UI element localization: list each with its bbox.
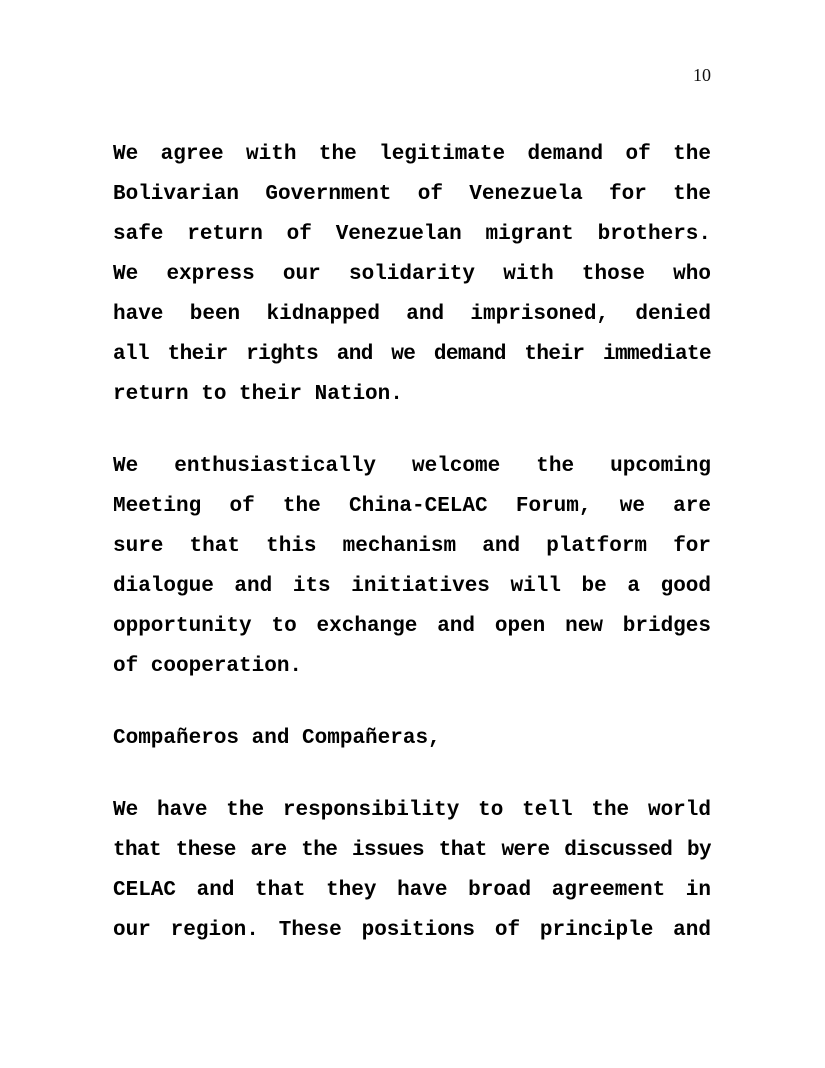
paragraph-salutation: [113, 719, 711, 759]
page-body-text: [113, 135, 711, 983]
paragraph-1: [113, 135, 711, 415]
text-line: all their rights and we demand their immediate: [113, 343, 711, 366]
text-line: safe return of Venezuelan migrant brothers.: [113, 223, 711, 246]
text-line: CELAC and that they have broad agreement in: [113, 879, 711, 902]
text-line: We have the responsibility to tell the world: [113, 799, 711, 822]
text-line: sure that this mechanism and platform for: [113, 535, 711, 558]
text-line: We express our solidarity with those who: [113, 263, 711, 286]
text-line: dialogue and its initiatives will be a good: [113, 575, 711, 598]
paragraph-2: [113, 447, 711, 687]
text-line: opportunity to exchange and open new bridges: [113, 615, 711, 638]
text-line: Compañeros and Compañeras,: [113, 727, 441, 750]
text-line: of cooperation.: [113, 655, 303, 678]
page-number: 10: [693, 65, 711, 85]
text-line: our region. These positions of principle and: [113, 919, 711, 942]
text-line: Bolivarian Government of Venezuela for the: [113, 183, 711, 206]
text-line: Meeting of the China-CELAC Forum, we are: [113, 495, 711, 518]
text-line: have been kidnapped and imprisoned, denied: [113, 303, 711, 326]
text-line: We agree with the legitimate demand of the: [113, 143, 711, 166]
text-line: that these are the issues that were discussed by: [113, 839, 711, 862]
text-line: return to their Nation.: [113, 383, 403, 406]
text-line: We enthusiastically welcome the upcoming: [113, 455, 711, 478]
paragraph-3: [113, 791, 711, 951]
